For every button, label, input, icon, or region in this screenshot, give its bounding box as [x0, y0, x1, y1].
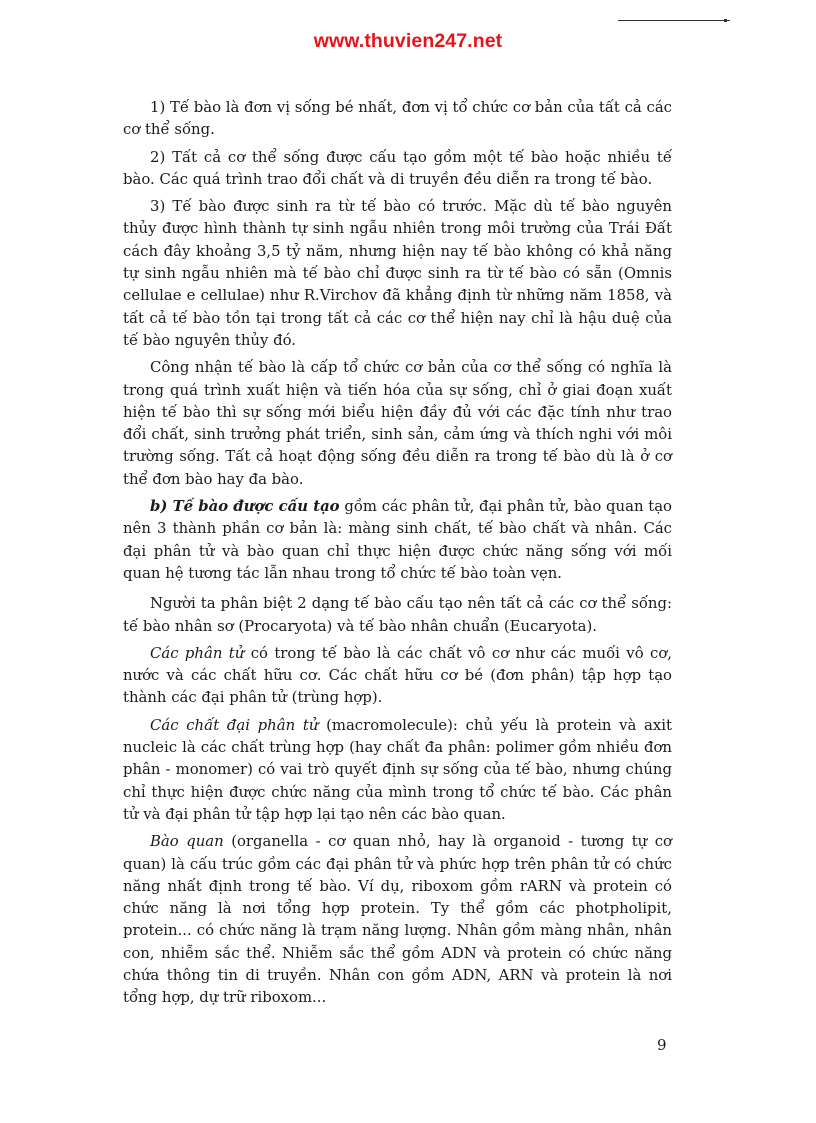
watermark-url[interactable]: www.thuvien247.net — [313, 30, 503, 52]
paragraph-5-text: gồm các phân tử, đại phân tử, bào quan tạo nên 3 thành phần cơ bản là: màng sinh chất, tế bào chất và nhân. Các đại phân tử và bào quan chỉ thực hiện được chức năng sống với mối quan hệ tương tác lẫn nhau trong tổ chức tế bào toàn vẹn. — [123, 497, 672, 582]
paragraph-9-term: Bào quan — [150, 832, 224, 851]
paragraph-7-text: có trong tế bào là các chất vô cơ như các muối vô cơ, nước và các chất hữu cơ. Các chất hữu cơ bé (đơn phân) tập hợp tạo thành các đại phân tử (trùng hợp). — [123, 643, 672, 707]
paragraph-8 — [123, 714, 672, 825]
paragraph-8-term: Các chất đại phân tử — [150, 715, 319, 734]
top-rule — [618, 20, 730, 21]
page-body — [123, 96, 672, 1014]
paragraph-3: 3) Tế bào được sinh ra từ tế bào có trước. Mặc dù tế bào nguyên thủy được hình thành tự sinh ngẫu nhiên trong môi trường của Trái Đất cách đây khoảng 3,5 tỷ năm, nhưng hiện nay tế bào không có khả năng tự sinh ngẫu nhiên mà tế bào chỉ được sinh ra từ tế bào có sẵn (Omnis cellulae e cellulae) như R.Virchov đã khẳng định từ những năm 1858, và tất cả tế bào tồn tại trong tất cả các cơ thể hiện nay chỉ là hậu duệ của tế bào nguyên thủy đó. — [123, 197, 672, 349]
paragraph-8-text: (macromolecule): chủ yếu là protein và axit nucleic là các chất trùng hợp (hay chất đa phân: polimer gồm nhiều đơn phân - monomer) có vai trò quyết định sự sống của tế bào, nhưng chúng chỉ thực hiện được chức năng của mình trong tổ chức tế bào. Các phân tử và đại phân tử tập hợp lại tạo nên các bào quan. — [123, 715, 672, 823]
page-number: 9 — [657, 1036, 667, 1054]
top-rule-mark — [724, 19, 727, 22]
paragraph-6: Người ta phân biệt 2 dạng tế bào cấu tạo nên tất cả các cơ thể sống: tế bào nhân sơ (Procaryota) và tế bào nhân chuẩn (Eucaryota). — [123, 594, 672, 635]
paragraph-2: 2) Tất cả cơ thể sống được cấu tạo gồm một tế bào hoặc nhiều tế bào. Các quá trình trao đổi chất và di truyền đều diễn ra trong tế bào. — [123, 147, 672, 188]
paragraph-7 — [123, 642, 672, 709]
paragraph-5-lead: b) Tế bào được cấu tạo — [150, 497, 340, 516]
paragraph-7-term: Các phân tử — [150, 643, 245, 662]
paragraph-5 — [123, 495, 672, 584]
paragraph-1: 1) Tế bào là đơn vị sống bé nhất, đơn vị tổ chức cơ bản của tất cả các cơ thể sống. — [123, 98, 672, 139]
paragraph-9-text: (organella - cơ quan nhỏ, hay là organoid - tương tự cơ quan) là cấu trúc gồm các đại phân tử và phức hợp trên phân tử có chức năng nhất định trong tế bào. Ví dụ, riboxom gồm rARN và protein có chức năng là nơi tổng hợp protein. Ty thể gồm các photpholipit, protein... có chức năng là trạm năng lượng. Nhân gồm màng nhân, nhân con, nhiễm sắc thể. Nhiễm sắc thể gồm ADN và protein có chức năng chứa thông tin di truyền. Nhân con gồm ADN, ARN và protein là nơi tổng hợp, dự trữ riboxom... — [123, 832, 672, 1007]
paragraph-9 — [123, 830, 672, 1008]
paragraph-4: Công nhận tế bào là cấp tổ chức cơ bản của cơ thể sống có nghĩa là trong quá trình xuất hiện và tiến hóa của sự sống, chỉ ở giai đoạn xuất hiện tế bào thì sự sống mới biểu hiện đầy đủ với các đặc tính như trao đổi chất, sinh trưởng phát triển, sinh sản, cảm ứng và thích nghi với môi trường sống. Tất cả hoạt động sống đều diễn ra trong tế bào dù là ở cơ thể đơn bào hay đa bào. — [123, 358, 672, 488]
